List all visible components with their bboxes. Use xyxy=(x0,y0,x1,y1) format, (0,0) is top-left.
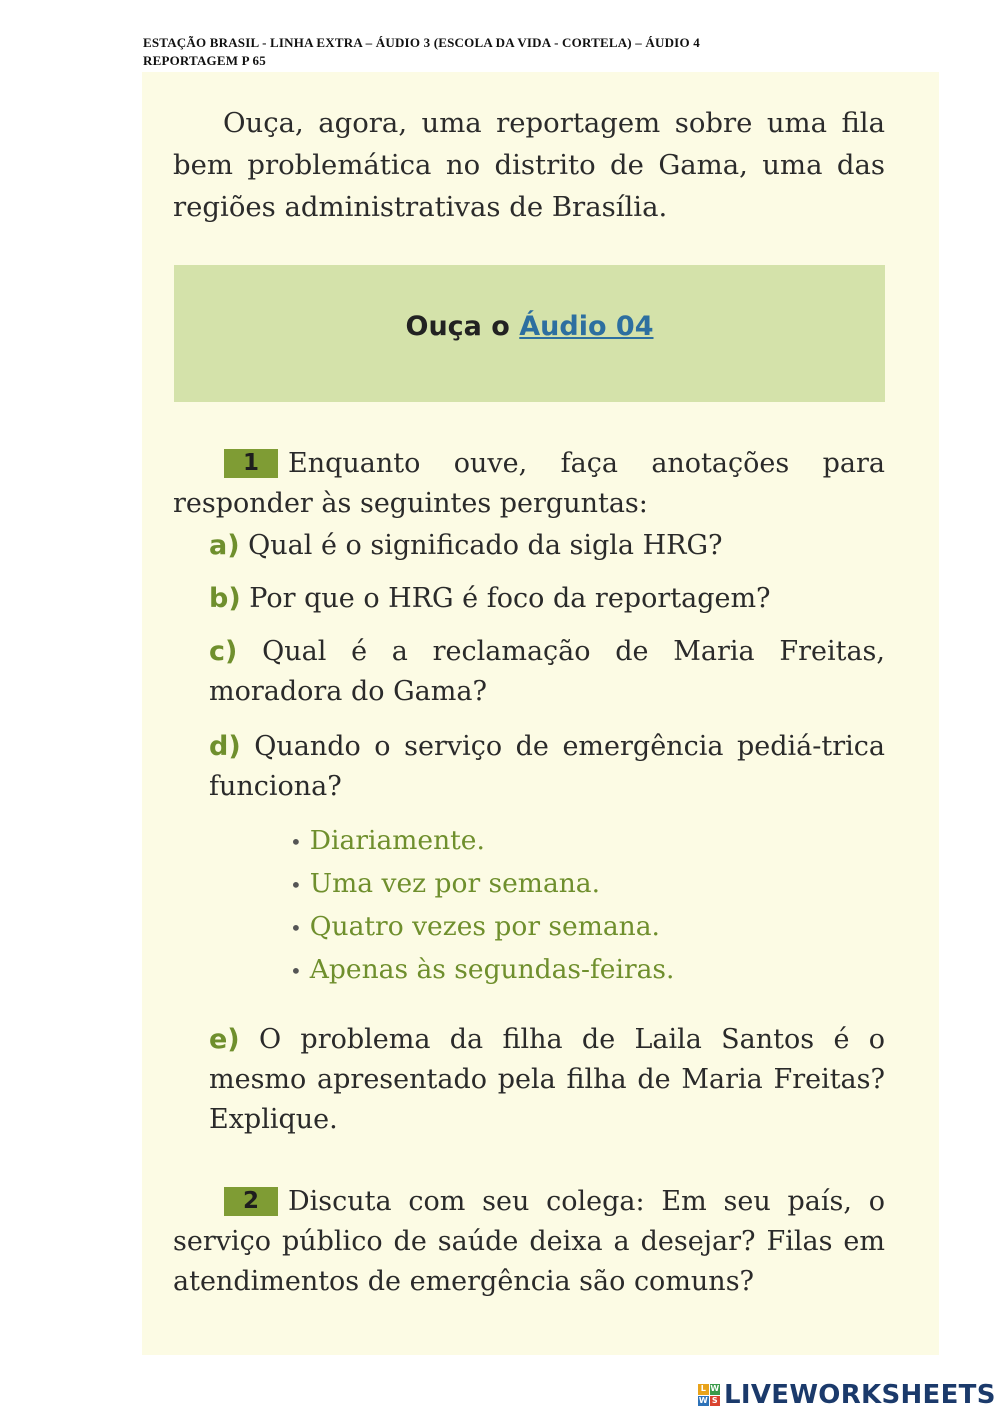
question-1-item-c xyxy=(209,632,885,712)
bullet-icon: • xyxy=(290,916,302,940)
question-1-item-a xyxy=(209,526,885,566)
liveworksheets-logo xyxy=(698,1380,996,1410)
question-2-text: Discuta com seu colega: Em seu país, o serviço público de saúde deixa a desejar? Filas em atendimentos de emergência são comuns? xyxy=(173,1186,885,1297)
option-item: • Diariamente. xyxy=(290,825,485,856)
question-1-item-d xyxy=(209,727,885,807)
bullet-icon: • xyxy=(290,959,302,983)
item-c-text: Qual é a reclamação de Maria Freitas, moradora do Gama? xyxy=(209,636,885,707)
item-d-label: d) xyxy=(209,731,241,762)
question-1-item-e xyxy=(209,1020,885,1140)
question-1 xyxy=(173,444,885,524)
bullet-icon: • xyxy=(290,830,302,854)
item-e-text: O problema da filha de Laila Santos é o mesmo apresentado pela filha de Maria Freitas? Explique. xyxy=(209,1024,885,1135)
question-1-number: 1 xyxy=(224,449,278,478)
item-b-text: Por que o HRG é foco da reportagem? xyxy=(249,583,771,614)
worksheet-panel xyxy=(142,72,939,1355)
option-item: • Quatro vezes por semana. xyxy=(290,911,660,942)
header-line-2: REPORTAGEM P 65 xyxy=(143,53,266,68)
audio-04-link[interactable]: Áudio 04 xyxy=(519,311,654,342)
question-2 xyxy=(173,1182,885,1302)
audio-instruction xyxy=(174,311,885,342)
logo-text: LIVEWORKSHEETS xyxy=(724,1380,996,1410)
audio-box xyxy=(174,265,885,402)
intro-paragraph: Ouça, agora, uma reportagem sobre uma fila bem problemática no distrito de Gama, uma das regiões administrativas de Brasília. xyxy=(173,107,885,223)
logo-mark-icon: L W W S xyxy=(698,1384,720,1405)
item-a-text: Qual é o significado da sigla HRG? xyxy=(248,530,723,561)
page-header xyxy=(143,34,903,70)
item-e-label: e) xyxy=(209,1024,240,1055)
question-1-text: Enquanto ouve, faça anotações para responder às seguintes perguntas: xyxy=(173,448,885,519)
option-item: • Uma vez por semana. xyxy=(290,868,601,899)
item-a-label: a) xyxy=(209,530,240,561)
item-b-label: b) xyxy=(209,583,241,614)
item-c-label: c) xyxy=(209,636,238,667)
bullet-icon: • xyxy=(290,873,302,897)
audio-prefix: Ouça o xyxy=(405,311,510,342)
answer-options xyxy=(290,820,850,992)
option-item: • Apenas às segundas-feiras. xyxy=(290,954,675,985)
header-line-1: ESTAÇÃO BRASIL - LINHA EXTRA – ÁUDIO 3 (ESCOLA DA VIDA - CORTELA) – ÁUDIO 4 xyxy=(143,35,700,50)
question-1-item-b xyxy=(209,579,885,619)
question-2-number: 2 xyxy=(224,1187,278,1216)
item-d-text: Quando o serviço de emergência pediá-trica funciona? xyxy=(209,731,885,802)
